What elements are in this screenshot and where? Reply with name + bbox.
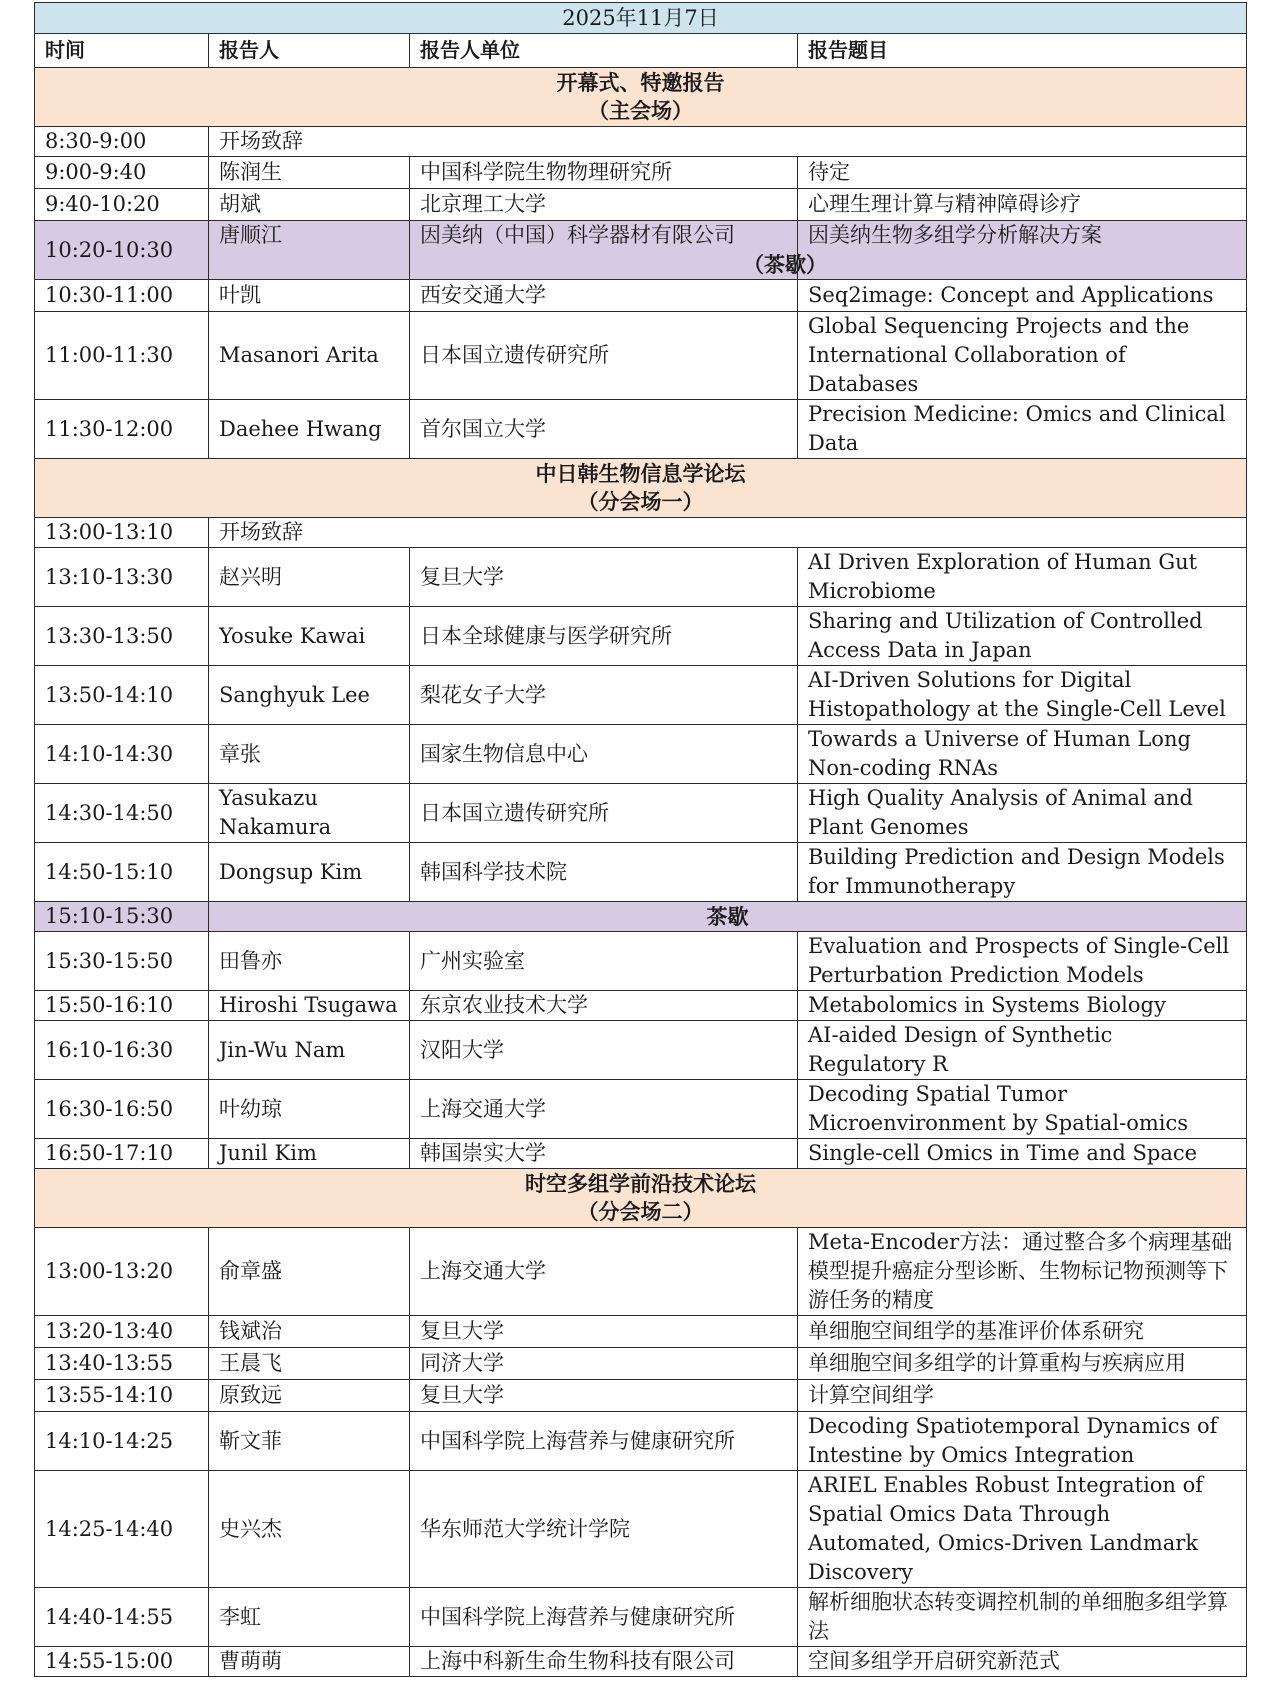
topic-cell: 计算空间组学: [798, 1380, 1247, 1412]
org-cell: 上海中科新生命生物科技有限公司: [410, 1647, 798, 1677]
org-cell: 中国科学院上海营养与健康研究所: [410, 1588, 798, 1647]
table-row: [35, 843, 1247, 902]
speaker-cell: 陈润生: [209, 157, 410, 189]
table-row: [35, 725, 1247, 784]
speaker-cell: 叶凯: [209, 280, 410, 312]
table-row: [35, 784, 1247, 843]
table-row: [35, 1647, 1247, 1677]
topic-text: 因美纳生物多组学分析解决方案: [808, 223, 1102, 247]
org-cell: 韩国科学技术院: [410, 843, 798, 902]
table-row: [35, 1021, 1247, 1080]
section-venue: （主会场）: [588, 98, 694, 123]
speaker-cell: Masanori Arita: [209, 312, 410, 400]
org-cell: 东京农业技术大学: [410, 991, 798, 1021]
org-cell: [410, 221, 827, 280]
section-name: 时空多组学前沿技术论坛: [525, 1171, 757, 1196]
org-cell: 韩国崇实大学: [410, 1139, 798, 1169]
time-cell: 16:30-16:50: [35, 1080, 209, 1139]
speaker-cell: 曹萌萌: [209, 1647, 410, 1677]
speaker-cell: 王晨飞: [209, 1348, 410, 1380]
topic-cell: Decoding Spatiotemporal Dynamics of Intestine by Omics Integration: [798, 1412, 1247, 1471]
time-cell: 8:30-9:00: [35, 127, 209, 157]
org-cell: 北京理工大学: [410, 189, 798, 221]
time-cell: 13:50-14:10: [35, 666, 209, 725]
speaker-cell: 田鲁亦: [209, 932, 410, 991]
speaker-cell: Sanghyuk Lee: [209, 666, 410, 725]
speaker-cell: Junil Kim: [209, 1139, 410, 1169]
time-cell: 13:00-13:20: [35, 1228, 209, 1316]
topic-cell: 待定: [798, 157, 1247, 189]
org-cell: 复旦大学: [410, 1316, 798, 1348]
org-cell: 日本全球健康与医学研究所: [410, 607, 798, 666]
topic-cell: Sharing and Utilization of Controlled Access Data in Japan: [798, 607, 1247, 666]
schedule-table: [34, 2, 1247, 1677]
schedule-sheet: [34, 2, 1246, 1677]
table-row: [35, 1471, 1247, 1588]
topic-cell: Precision Medicine: Omics and Clinical Data: [798, 400, 1247, 459]
section-name: 开幕式、特邀报告: [556, 70, 725, 95]
speaker-cell: Yosuke Kawai: [209, 607, 410, 666]
time-cell: 16:50-17:10: [35, 1139, 209, 1169]
topic-cell: Seq2image: Concept and Applications: [798, 280, 1247, 312]
org-cell: 首尔国立大学: [410, 400, 798, 459]
org-cell: 广州实验室: [410, 932, 798, 991]
table-row: [35, 1080, 1247, 1139]
table-row: [35, 1380, 1247, 1412]
section-venue: （分会场一）: [577, 489, 704, 514]
time-cell: 14:10-14:30: [35, 725, 209, 784]
table-row: [35, 312, 1247, 400]
time-cell: 10:20-10:30: [35, 221, 209, 280]
date-title: 2025年11月7日: [35, 3, 1247, 34]
org-name: 因美纳（中国）科学器材有限公司: [420, 223, 735, 247]
speaker-cell: Hiroshi Tsugawa: [209, 991, 410, 1021]
speaker-cell: Daehee Hwang: [209, 400, 410, 459]
section-header: [35, 459, 1247, 518]
span-text-cell: 开场致辞: [209, 127, 1247, 157]
topic-cell: 解析细胞状态转变调控机制的单细胞多组学算法: [798, 1588, 1247, 1647]
speaker-cell: 赵兴明: [209, 548, 410, 607]
speaker-cell: [209, 221, 410, 280]
topic-cell: High Quality Analysis of Animal and Plant Genomes: [798, 784, 1247, 843]
org-cell: 复旦大学: [410, 548, 798, 607]
table-row: [35, 1228, 1247, 1316]
table-row: [35, 1316, 1247, 1348]
table-row: [35, 902, 1247, 932]
time-cell: 9:00-9:40: [35, 157, 209, 189]
section-header: [35, 1169, 1247, 1228]
tea-break-note: （茶歇）: [743, 252, 827, 277]
speaker-cell: 俞章盛: [209, 1228, 410, 1316]
topic-cell: [798, 221, 1247, 280]
time-cell: 14:30-14:50: [35, 784, 209, 843]
table-row: [35, 400, 1247, 459]
table-row: [35, 666, 1247, 725]
org-cell: 中国科学院生物物理研究所: [410, 157, 798, 189]
topic-cell: Meta-Encoder方法：通过整合多个病理基础模型提升癌症分型诊断、生物标记物预测等下游任务的精度: [798, 1228, 1247, 1316]
topic-cell: 单细胞空间组学的基准评价体系研究: [798, 1316, 1247, 1348]
speaker-cell: 叶幼琼: [209, 1080, 410, 1139]
topic-cell: 心理生理计算与精神障碍诊疗: [798, 189, 1247, 221]
table-row: [35, 1348, 1247, 1380]
table-row: [35, 607, 1247, 666]
org-cell: 中国科学院上海营养与健康研究所: [410, 1412, 798, 1471]
table-row: [35, 157, 1247, 189]
table-row: [35, 991, 1247, 1021]
topic-cell: AI Driven Exploration of Human Gut Microbiome: [798, 548, 1247, 607]
org-cell: 华东师范大学统计学院: [410, 1471, 798, 1588]
time-cell: 14:40-14:55: [35, 1588, 209, 1647]
org-cell: 汉阳大学: [410, 1021, 798, 1080]
header-time: 时间: [35, 34, 209, 68]
org-cell: 日本国立遗传研究所: [410, 312, 798, 400]
header-topic: 报告题目: [798, 34, 1247, 68]
time-cell: 13:40-13:55: [35, 1348, 209, 1380]
speaker-cell: Dongsup Kim: [209, 843, 410, 902]
section-venue: （分会场二）: [577, 1199, 704, 1224]
table-row: [35, 548, 1247, 607]
time-cell: 14:10-14:25: [35, 1412, 209, 1471]
table-row: [35, 280, 1247, 312]
time-cell: 13:10-13:30: [35, 548, 209, 607]
section-title-cell: [35, 459, 1247, 518]
speaker-name: 唐顺江: [219, 223, 282, 247]
topic-cell: Metabolomics in Systems Biology: [798, 991, 1247, 1021]
org-cell: 梨花女子大学: [410, 666, 798, 725]
topic-cell: Building Prediction and Design Models for Immunotherapy: [798, 843, 1247, 902]
table-row: [35, 932, 1247, 991]
time-cell: 13:20-13:40: [35, 1316, 209, 1348]
table-row: [35, 221, 1247, 280]
time-cell: 11:00-11:30: [35, 312, 209, 400]
time-cell: 14:55-15:00: [35, 1647, 209, 1677]
section-title-cell: [35, 68, 1247, 127]
table-row: [35, 1588, 1247, 1647]
org-cell: 国家生物信息中心: [410, 725, 798, 784]
speaker-cell: 李虹: [209, 1588, 410, 1647]
org-cell: 复旦大学: [410, 1380, 798, 1412]
org-cell: 上海交通大学: [410, 1080, 798, 1139]
header-org: 报告人单位: [410, 34, 798, 68]
time-cell: 13:30-13:50: [35, 607, 209, 666]
topic-cell: AI-aided Design of Synthetic Regulatory R: [798, 1021, 1247, 1080]
table-row: [35, 1412, 1247, 1471]
time-cell: 13:00-13:10: [35, 518, 209, 548]
speaker-cell: 章张: [209, 725, 410, 784]
speaker-cell: Yasukazu Nakamura: [209, 784, 410, 843]
org-cell: 上海交通大学: [410, 1228, 798, 1316]
topic-cell: 空间多组学开启研究新范式: [798, 1647, 1247, 1677]
section-header: [35, 68, 1247, 127]
time-cell: 13:55-14:10: [35, 1380, 209, 1412]
org-cell: 日本国立遗传研究所: [410, 784, 798, 843]
time-cell: 15:10-15:30: [35, 902, 209, 932]
time-cell: 16:10-16:30: [35, 1021, 209, 1080]
table-row: [35, 518, 1247, 548]
time-cell: 10:30-11:00: [35, 280, 209, 312]
topic-cell: ARIEL Enables Robust Integration of Spatial Omics Data Through Automated, Omics-Driven Landmark Discovery: [798, 1471, 1247, 1588]
section-title-cell: [35, 1169, 1247, 1228]
org-cell: 西安交通大学: [410, 280, 798, 312]
section-name: 中日韩生物信息学论坛: [535, 461, 746, 486]
topic-cell: AI-Driven Solutions for Digital Histopathology at the Single-Cell Level: [798, 666, 1247, 725]
topic-cell: Decoding Spatial Tumor Microenvironment by Spatial-omics: [798, 1080, 1247, 1139]
topic-cell: Single-cell Omics in Time and Space: [798, 1139, 1247, 1169]
topic-cell: Global Sequencing Projects and the International Collaboration of Databases: [798, 312, 1247, 400]
topic-cell: Towards a Universe of Human Long Non-coding RNAs: [798, 725, 1247, 784]
speaker-cell: 胡斌: [209, 189, 410, 221]
time-cell: 14:25-14:40: [35, 1471, 209, 1588]
time-cell: 9:40-10:20: [35, 189, 209, 221]
speaker-cell: 原致远: [209, 1380, 410, 1412]
topic-cell: Evaluation and Prospects of Single-Cell Perturbation Prediction Models: [798, 932, 1247, 991]
time-cell: 15:50-16:10: [35, 991, 209, 1021]
speaker-cell: 史兴杰: [209, 1471, 410, 1588]
tea-break-cell: 茶歇: [209, 902, 1247, 932]
time-cell: 15:30-15:50: [35, 932, 209, 991]
header-speaker: 报告人: [209, 34, 410, 68]
speaker-cell: Jin-Wu Nam: [209, 1021, 410, 1080]
title-row: [35, 3, 1247, 34]
topic-cell: 单细胞空间多组学的计算重构与疾病应用: [798, 1348, 1247, 1380]
span-text-cell: 开场致辞: [209, 518, 1247, 548]
speaker-cell: 钱斌治: [209, 1316, 410, 1348]
speaker-cell: 靳文菲: [209, 1412, 410, 1471]
table-row: [35, 1139, 1247, 1169]
time-cell: 11:30-12:00: [35, 400, 209, 459]
time-cell: 14:50-15:10: [35, 843, 209, 902]
table-row: [35, 189, 1247, 221]
org-cell: 同济大学: [410, 1348, 798, 1380]
header-row: [35, 34, 1247, 68]
table-row: [35, 127, 1247, 157]
